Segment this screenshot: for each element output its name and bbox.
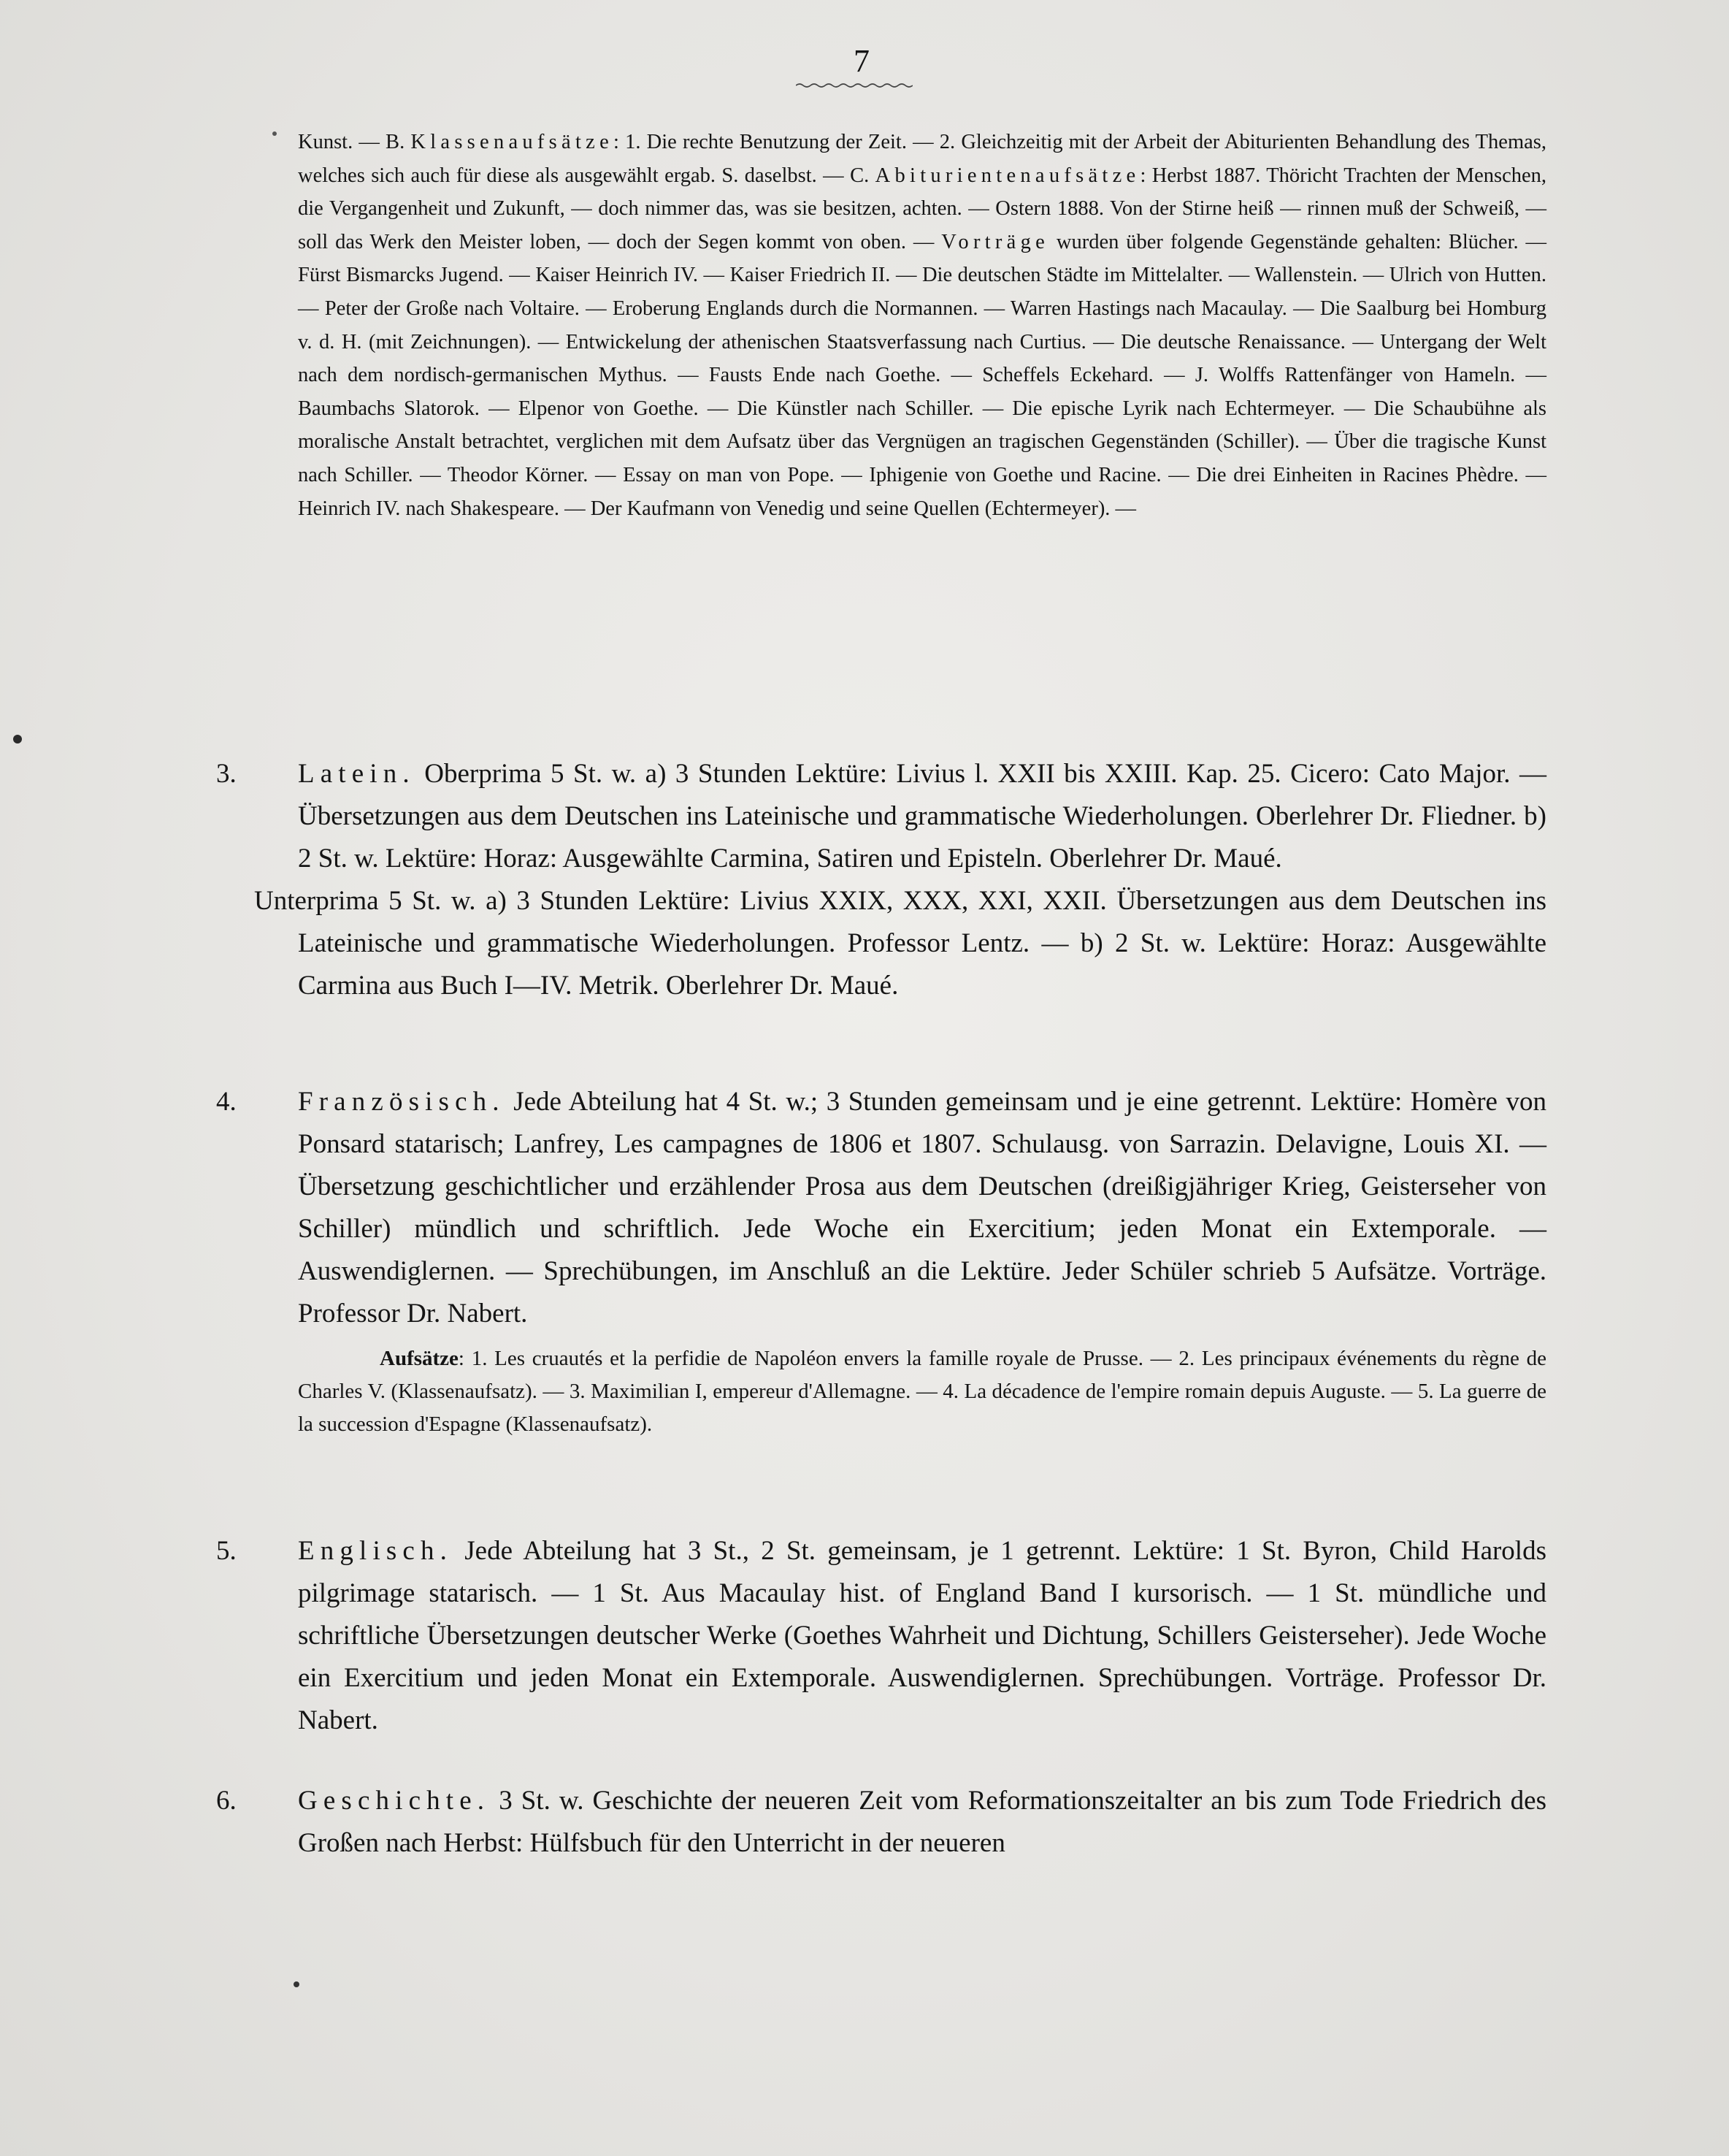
latein-oberprima-text: Oberprima 5 St. w. a) 3 Stunden Lektüre: Livius l. XXII bis XXIII. Kap. 25. Cicero: Cato Major. — Übersetzungen aus dem Deutschen ins Lateinische und grammatische Wiederholungen. Oberlehrer Dr. Fliedner. b) 2 St. w. Lektüre: Horaz: Ausgewählte Carmina, Satiren und Episteln. Oberlehrer Dr. Maué. — [298, 759, 1546, 874]
englisch-body: Jede Abteilung hat 3 St., 2 St. gemeinsam, je 1 getrennt. Lektüre: 1 St. Byron, Child Harolds pilgrimage statarisch. — 1 St. Aus Macaulay hist. of England Band I kursorisch. — 1 St. mündliche und schriftliche Übersetzungen deutscher Werke (Goethes Wahrheit und Dichtung, Schillers Geisterseher). Jede Woche ein Exercitium und jeden Monat ein Extemporale. Auswendiglernen. Sprechübungen. Vorträge. Professor Dr. Nabert. — [298, 1536, 1546, 1735]
section-title: Geschichte. — [298, 1786, 491, 1816]
geschichte-body: 3 St. w. Geschichte der neueren Zeit vom Reformationszeitalter an bis zum Tode Friedrich des Großen nach Herbst: Hülfsbuch für den Unterricht in der neueren — [298, 1786, 1546, 1858]
scan-speck — [13, 735, 22, 743]
section-title: Latein. — [298, 759, 415, 789]
section-title: Französisch. — [298, 1087, 505, 1117]
aufsaetze-label: Aufsätze — [380, 1347, 459, 1370]
latein-unterprima-text: Unterprima 5 St. w. a) 3 Stunden Lektüre: Livius XXIX, XXX, XXI, XXII. Übersetzungen aus dem Deutschen ins Lateinische und grammatische Wiederholungen. Professor Lentz. — b) 2 St. w. Lektüre: Horaz: Ausgewählte Carmina aus Buch I—IV. Metrik. Oberlehrer Dr. Maué. — [254, 886, 1546, 1001]
section-number: 6. — [216, 1786, 237, 1816]
intro-text-1: Kunst. — B. — [298, 131, 411, 153]
intro-text-4: wurden über folgende Gegenstände gehalten: Blücher. — Fürst Bismarcks Jugend. — Kaiser Heinrich IV. — Kaiser Friedrich II. — Die deutschen Städte im Mittelalter. — Wallenstein. — Ulrich von Hutten. — Peter der Große nach Voltaire. — Eroberung Englands durch die Normannen. — Warren Hastings nach Macaulay. — Die Saalburg bei Homburg v. d. H. (mit Zeichnungen). — Entwickelung der athenischen Staatsverfassung nach Curtius. — Die deutsche Renaissance. — Untergang der Welt nach dem nordisch-germanischen Mythus. — Fausts Ende nach Goethe. — Scheffels Eckehard. — J. Wolffs Rattenfänger von Hameln. — Baumbachs Slatorok. — Elpenor von Goethe. — Die Künstler nach Schiller. — Die epische Lyrik nach Echtermeyer. — Die Schaubühne als moralische Anstalt betrachtet, verglichen mit dem Aufsatz über das Vergnügen an tragischen Gegenständen (Schiller). — Über die tragische Kunst nach Schiller. — Theodor Körner. — Essay on man von Pope. — Iphigenie von Goethe und Racine. — Die drei Einheiten in Racines Phèdre. — Heinrich IV. nach Shakespeare. — Der Kaufmann von Venedig und seine Quellen (Echtermeyer). — — [298, 230, 1546, 520]
section-title: Englisch. — [298, 1536, 453, 1566]
intro-text-3: : Herbst 1887. Thöricht Trachten der Menschen, die Vergangenheit und Zukunft, — doch nimmer das, was sie besitzen, achten. — Ostern 1888. Von der Stirne heiß — rinnen muß der Schweiß, — soll das Werk den Meister loben, — doch der Segen kommt von oben. — — [298, 164, 1546, 253]
scan-speck — [294, 1981, 299, 1987]
vortraege-heading: Vorträge — [941, 230, 1050, 253]
section-number: 3. — [216, 759, 237, 789]
intro-text-2: : 1. Die rechte Benutzung der Zeit. — 2. Gleichzeitig mit der Arbeit der Abiturienten Behandlung des Themas, welches sich auch für diese als ausgewählt ergab. S. daselbst. — C. — [298, 131, 1546, 187]
aufsaetze-text: : 1. Les cruautés et la perfidie de Napoléon envers la famille royale de Prusse. — 2. Les principaux événements du règne de Charles V. (Klassenaufsatz). — 3. Maximilian I, empereur d'Allemagne. — 4. La décadence de l'empire romain depuis Auguste. — 5. La guerre de la succession d'Espagne (Klassenaufsatz). — [298, 1347, 1546, 1436]
klassenaufsaetze-heading: Klassenaufsätze — [410, 131, 613, 153]
scan-speck — [272, 131, 277, 136]
section-number: 5. — [216, 1536, 237, 1566]
franzoesisch-body: Jede Abteilung hat 4 St. w.; 3 Stunden gemeinsam und je eine getrennt. Lektüre: Homère von Ponsard statarisch; Lanfrey, Les campagnes de 1806 et 1807. Schulausg. von Sarrazin. Delavigne, Louis XI. — Übersetzung geschichtlicher und erzählender Prosa aus dem Deutschen (dreißigjähriger Krieg, Geisterseher von Schiller) mündlich und schriftlich. Jede Woche ein Exercitium; jeden Monat ein Extemporale. — Auswendiglernen. — Sprechübungen, im Anschluß an die Lektüre. Jeder Schüler schrieb 5 Aufsätze. Vorträge. Professor Dr. Nabert. — [298, 1087, 1546, 1329]
section-number: 4. — [216, 1087, 237, 1117]
abiturientenaufsaetze-heading: Abiturientenaufsätze — [875, 164, 1140, 187]
page-number: 7 — [854, 43, 870, 79]
